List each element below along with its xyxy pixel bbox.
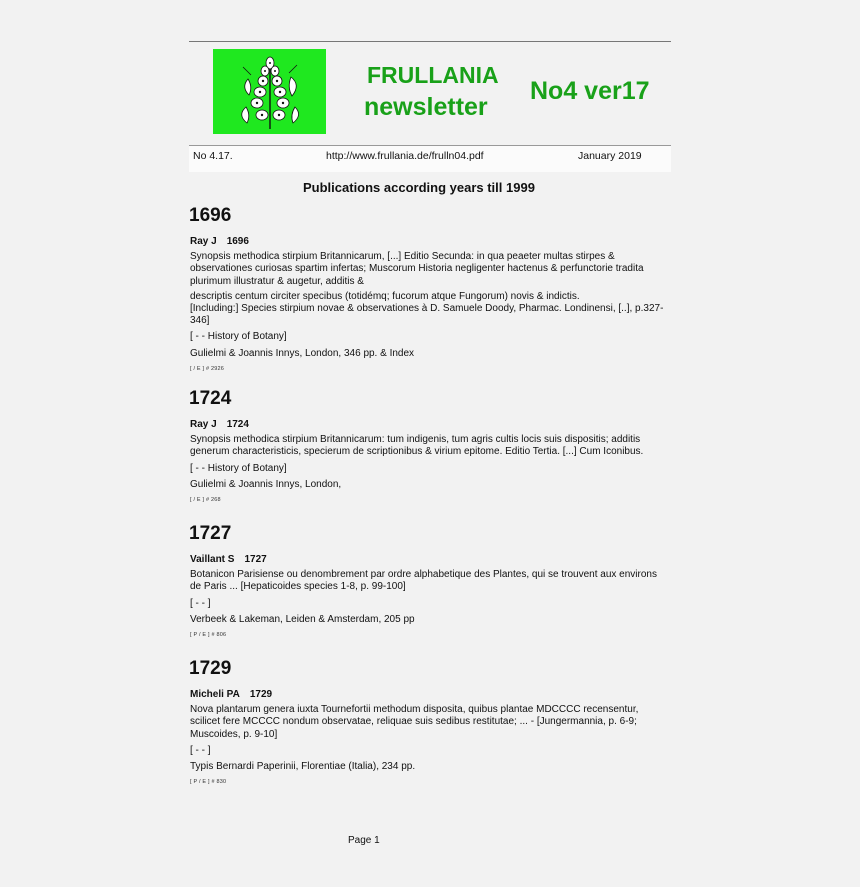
entry-tag: [ - - ] [190, 744, 211, 756]
entry-title: Synopsis methodica stirpium Britannicarum, [...] Editio Secunda: in qua peaeter multas stirpes & observationes curiosas spartim infertas; Muscorum Historia negligenter hactenus & perfunctorie tradita plurimum illustratur & augetur, additis & [190, 251, 644, 287]
issue-date: January 2019 [578, 150, 642, 162]
entry-publisher: Gulielmi & Joannis Innys, London, [190, 478, 342, 490]
publication-entry [190, 419, 670, 506]
publication-entry [190, 236, 670, 375]
publication-entry [190, 689, 670, 788]
publication-entry [190, 554, 670, 641]
entry-title: Nova plantarum genera iuxta Tournefortii methodum disposita, quibus plantae MDCCCC recensentur, scilicet fere MCCCC nondum observatae, reliquae suis sedibus restitutae; ... - [Jungermannia, p. 6-9; Muscoides, p. 9-10] [190, 704, 639, 740]
year-heading: 1727 [189, 523, 232, 544]
entry-author: Ray J 1696 [190, 236, 249, 247]
year-heading: 1696 [189, 205, 232, 226]
entry-author: Ray J 1724 [190, 419, 249, 430]
top-rule [189, 41, 671, 42]
issue-version: No4 ver17 [530, 77, 650, 105]
entry-tag: [ - - History of Botany] [190, 462, 287, 474]
entry-note: [Including:] Species stirpium novae & observationes à D. Samuele Doody, Pharmac. Londinensi, [..], p.327-346] [190, 303, 664, 327]
entry-author: Vaillant S 1727 [190, 554, 267, 565]
entry-ref: [ P / E ] # 830 [190, 779, 227, 786]
entry-tag: [ - - ] [190, 597, 211, 609]
entry-tag: [ - - History of Botany] [190, 331, 287, 343]
year-heading: 1729 [189, 658, 232, 679]
frullania-logo [213, 49, 326, 134]
section-heading: Publications according years till 1999 [303, 180, 535, 195]
entry-title-cont: descriptis centum circiter specibus (totidémq; fucorum atque Fungorum) novis & indictis. [190, 290, 580, 302]
pdf-url-link[interactable]: http://www.frullania.de/frulln04.pdf [326, 150, 484, 162]
entry-title: Botanicon Parisiense ou denombrement par ordre alphabetique des Plantes, qui se trouvent aux environs de Paris ... [Hepaticoides species 1-8, p. 99-100] [190, 569, 657, 593]
entry-ref: [ P / E ] # 806 [190, 632, 227, 639]
entry-ref: [ / E ] # 2926 [190, 365, 224, 372]
page-number: Page 1 [348, 835, 380, 846]
entry-author: Micheli PA 1729 [190, 689, 273, 700]
newsletter-title-frullania: FRULLANIA [367, 62, 499, 88]
entry-title: Synopsis methodica stirpium Britannicarum: tum indigenis, tum agris cultis locis suis dispositis; additis generum characteristicis, specierum de scriptionibus & virium epitome. Editio Tertia. [...] Cum Iconibus. [190, 434, 644, 458]
year-heading: 1724 [189, 388, 232, 409]
issue-number: No 4.17. [193, 150, 233, 162]
info-row [189, 145, 671, 172]
entry-publisher: Typis Bernardi Paperinii, Florentiae (Italia), 234 pp. [190, 761, 416, 773]
entry-ref: [ / E ] # 268 [190, 497, 221, 504]
entry-publisher: Verbeek & Lakeman, Leiden & Amsterdam, 205 pp [190, 613, 415, 625]
entry-publisher: Gulielmi & Joannis Innys, London, 346 pp. & Index [190, 347, 415, 359]
frullania-plant-icon [213, 49, 326, 134]
newsletter-title-newsletter: newsletter [364, 93, 488, 121]
